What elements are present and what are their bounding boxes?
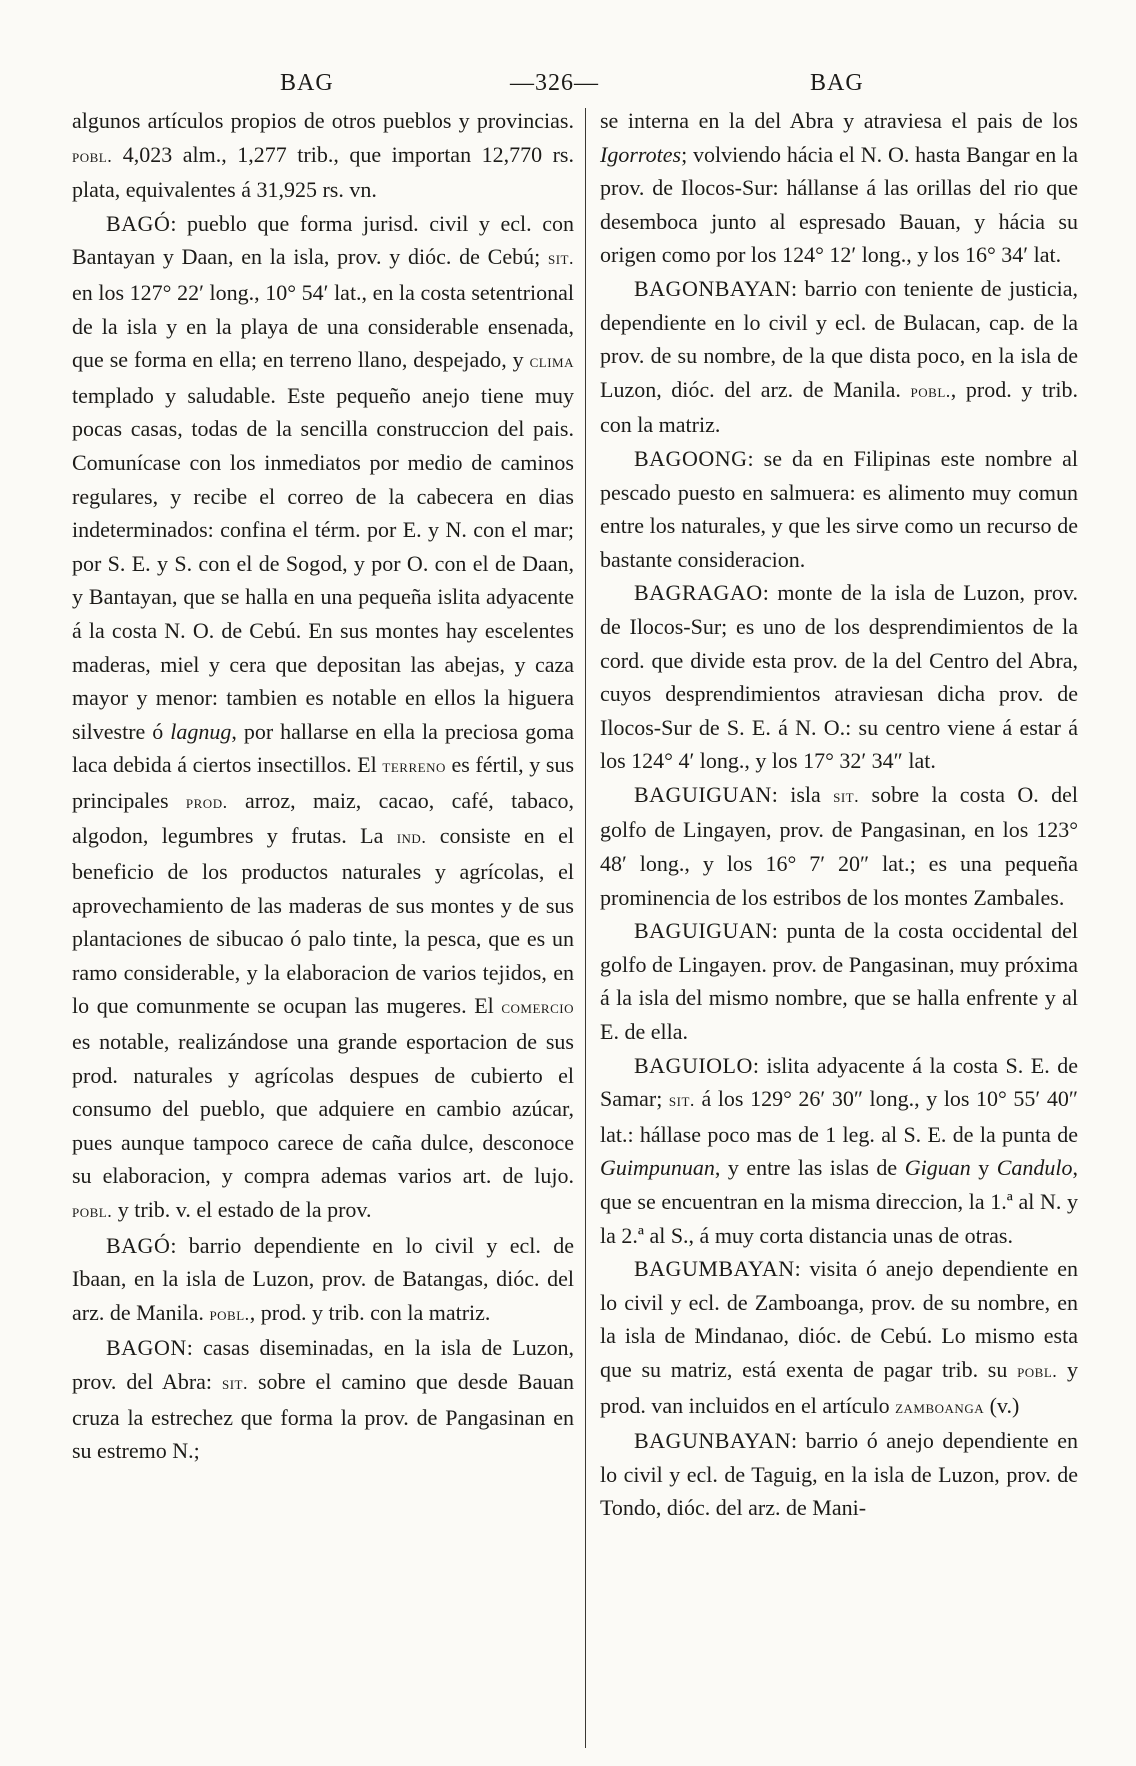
dictionary-entry: BAGUNBAYAN: barrio ó anejo dependiente en lo civil y ecl. de Taguig, en la isla de Luzon, prov. de Tondo, dióc. del arz. de Mani- xyxy=(600,1428,1078,1521)
dictionary-entry: BAGUIGUAN: punta de la costa occidental del golfo de Lingayen. prov. de Pangasinan, muy próxima á la isla del mismo nombre, que se halla enfrente y al E. de ella. xyxy=(600,918,1078,1045)
dictionary-entry: BAGUIGUAN: isla sit. sobre la costa O. del golfo de Lingayen, prov. de Pangasinan, en los 123° 48′ long., y los 16° 7′ 20″ lat.; es una pequeña prominencia de los estribos de los montes Zambales. xyxy=(600,781,1078,910)
left-column xyxy=(72,104,574,1468)
dictionary-entry: BAGOONG: se da en Filipinas este nombre al pescado puesto en salmuera: es alimento muy comun entre los naturales, y que les sirve como un recurso de bastante consideracion. xyxy=(600,445,1078,572)
header-right-keyword: BAG xyxy=(810,70,864,96)
dictionary-entry: BAGRAGAO: monte de la isla de Luzon, prov. de Ilocos-Sur; es uno de los desprendimientos de la cord. que divide esta prov. de la del Centro del Abra, cuyos desprendimientos atraviesan dicha prov. de Ilocos-Sur de S. E. á N. O.: su centro viene á estar á los 124° 4′ long., y los 17° 32′ 34″ lat. xyxy=(600,580,1078,774)
dictionary-entry: BAGÓ: barrio dependiente en lo civil y ecl. de Ibaan, en la isla de Luzon, prov. de Batangas, dióc. del arz. de Manila. pobl., prod. y trib. con la matriz. xyxy=(72,1232,574,1325)
dictionary-entry: BAGONBAYAN: barrio con teniente de justicia, dependiente en lo civil y ecl. de Bulacan, cap. de la prov. de su nombre, de la que dista poco, en la isla de Luzon, dióc. del arz. de Manila. pobl., prod. y trib. con la matriz. xyxy=(600,275,1078,438)
running-header xyxy=(70,62,1066,102)
header-left-keyword: BAG xyxy=(280,70,334,96)
dictionary-entry: BAGON: casas diseminadas, en la isla de Luzon, prov. del Abra: sit. sobre el camino que desde Bauan cruza la estrechez que forma la prov. de Pangasinan en su estremo N.; xyxy=(72,1335,574,1464)
right-column xyxy=(600,104,1078,1525)
dictionary-entry: BAGUMBAYAN: visita ó anejo dependiente en lo civil y ecl. de Zamboanga, prov. de su nombre, en la isla de Mindanao, dióc. de Cebú. Lo mismo esta que su matriz, está exenta de pagar trib. su pobl. y prod. van incluidos en el artículo zamboanga (v.) xyxy=(600,1256,1078,1418)
page-number: —326— xyxy=(510,70,599,96)
dictionary-entry: BAGÓ: pueblo que forma jurisd. civil y ecl. con Bantayan y Daan, en la isla, prov. y dióc. de Cebú; sit. en los 127° 22′ long., 10° 54′ lat., en la costa setentrional de la isla y en la playa de una considerable ensenada, que se forma en ella; en terreno llano, despejado, y clima templado y saludable. Este pequeño anejo tiene muy pocas casas, todas de la sencilla construccion del pais. Comunícase con los inmediatos por medio de caminos regulares, y recibe el correo de la cabecera en dias indeterminados: confina el térm. por E. y N. con el mar; por S. E. y S. con el de Sogod, y por O. con el de Daan, y Bantayan, que se halla en una pequeña islita adyacente á la costa N. O. de Cebú. En sus montes hay escelentes maderas, miel y cera que depositan las abejas, y caza mayor y menor: tambien es notable en ellos la higuera silvestre ó lagnug, por hallarse en ella la preciosa goma laca debida á ciertos insectillos. El terreno es fértil, y sus principales prod. arroz, maiz, cacao, café, tabaco, algodon, legumbres y frutas. La ind. consiste en el beneficio de los productos naturales y agrícolas, el aprovechamiento de las maderas de sus montes y de sus plantaciones de sibucao ó palo tinte, la pesca, que es un ramo considerable, y la elaboracion de varios tejidos, en lo que comunmente se ocupan las mugeres. El comercio es notable, realizándose una grande esportacion de sus prod. naturales y agrícolas despues de cubierto el consumo del pueblo, que adquiere en cambio azúcar, pues aunque tampoco carece de caña dulce, desconoce su elaboracion, y compra ademas varios art. de lujo. pobl. y trib. v. el estado de la prov. xyxy=(72,210,575,1222)
dictionary-entry: BAGUIOLO: islita adyacente á la costa S. E. de Samar; sit. á los 129° 26′ 30″ long., y los 10° 55′ 40″ lat.: hállase poco mas de 1 leg. al S. E. de la punta de Guimpunuan, y entre las islas de Giguan y Candulo, que se encuentran en la misma direccion, la 1.ª al N. y la 2.ª al S., á muy corta distancia unas de otras. xyxy=(600,1052,1078,1248)
continued-paragraph: algunos artículos propios de otros pueblos y provincias. pobl. 4,023 alm., 1,277 trib., que importan 12,770 rs. plata, equivalentes á 31,925 rs. vn. xyxy=(72,108,574,203)
continued-paragraph: se interna en la del Abra y atraviesa el pais de los Igorrotes; volviendo hácia el N. O. hasta Bangar en la prov. de Ilocos-Sur: hállanse á las orillas del rio que desemboca junto al espresado Bauan, y hácia su origen como por los 124° 12′ long., y los 16° 34′ lat. xyxy=(600,108,1078,268)
column-divider xyxy=(585,108,586,1748)
